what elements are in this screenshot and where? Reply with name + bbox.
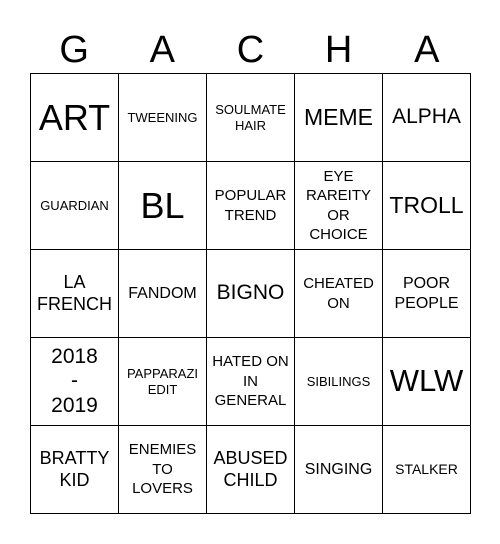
bingo-cell[interactable]: HATED ON IN GENERAL <box>207 338 295 426</box>
bingo-cell[interactable]: TROLL <box>383 162 471 250</box>
bingo-cell[interactable]: CHEATED ON <box>295 250 383 338</box>
bingo-cell[interactable]: BRATTY KID <box>31 426 119 514</box>
bingo-cell[interactable]: MEME <box>295 74 383 162</box>
bingo-cell[interactable]: ALPHA <box>383 74 471 162</box>
header-letter-g: G <box>59 29 89 71</box>
bingo-cell[interactable]: LA FRENCH <box>31 250 119 338</box>
header-letter-a2: A <box>414 29 440 71</box>
bingo-cell[interactable]: SINGING <box>295 426 383 514</box>
bingo-cell[interactable]: BL <box>119 162 207 250</box>
bingo-cell[interactable]: PAPPARAZI EDIT <box>119 338 207 426</box>
bingo-cell[interactable]: ABUSED CHILD <box>207 426 295 514</box>
bingo-board <box>30 73 471 514</box>
bingo-cell[interactable]: 2018 - 2019 <box>31 338 119 426</box>
header-letter-h: H <box>324 29 353 71</box>
bingo-cell[interactable]: SIBILINGS <box>295 338 383 426</box>
bingo-cell[interactable]: ART <box>31 74 119 162</box>
bingo-cell[interactable]: ENEMIES TO LOVERS <box>119 426 207 514</box>
bingo-header <box>30 26 471 74</box>
bingo-cell[interactable]: POOR PEOPLE <box>383 250 471 338</box>
bingo-cell[interactable]: SOULMATE HAIR <box>207 74 295 162</box>
bingo-cell[interactable]: GUARDIAN <box>31 162 119 250</box>
bingo-cell[interactable]: POPULAR TREND <box>207 162 295 250</box>
header-letter-a: A <box>149 29 175 71</box>
bingo-cell[interactable]: STALKER <box>383 426 471 514</box>
bingo-cell[interactable]: BIGNO <box>207 250 295 338</box>
bingo-cell[interactable]: EYE RAREITY OR CHOICE <box>295 162 383 250</box>
header-letter-c: C <box>236 29 265 71</box>
bingo-cell[interactable]: FANDOM <box>119 250 207 338</box>
bingo-cell[interactable]: TWEENING <box>119 74 207 162</box>
bingo-cell[interactable]: WLW <box>383 338 471 426</box>
